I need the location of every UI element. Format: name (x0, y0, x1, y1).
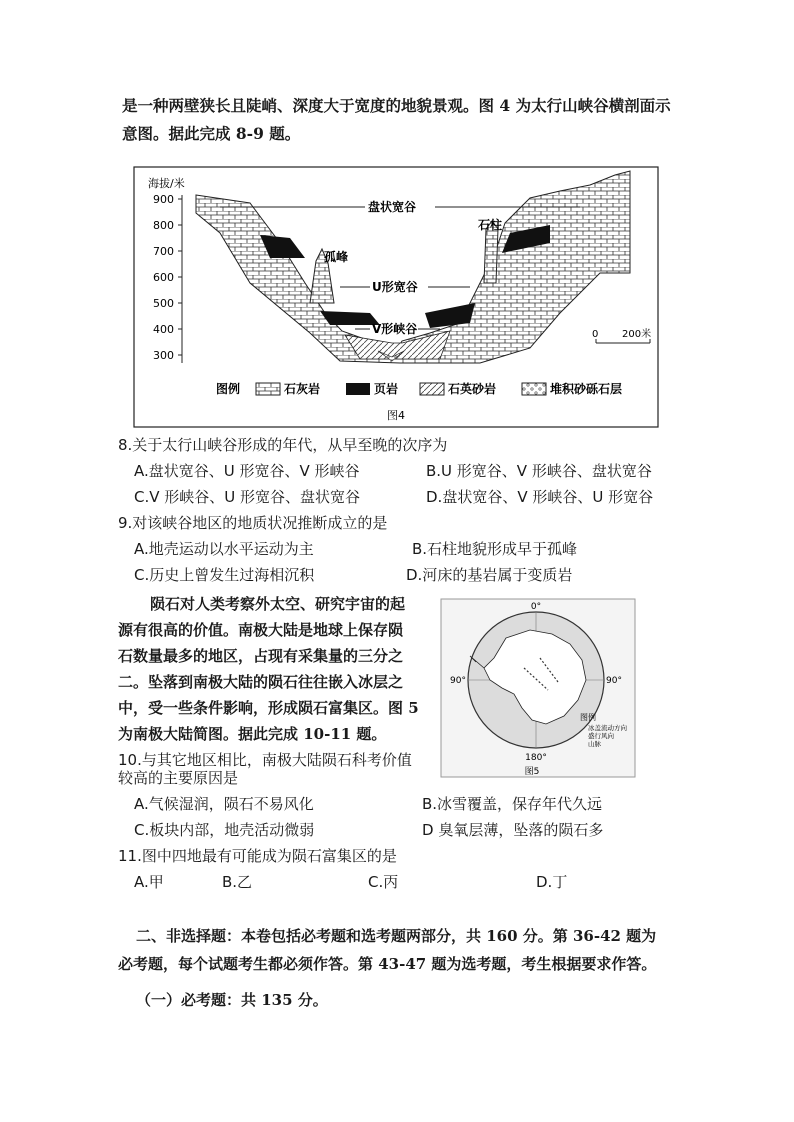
legend-mountains: 山脉 (588, 740, 601, 748)
y-axis-label: 海拔/米 (148, 177, 185, 190)
label-stone-pillar: 石柱 (478, 218, 503, 232)
label-v-valley: V形峡谷 (372, 322, 418, 336)
scale-zero: 0 (592, 329, 599, 340)
q9-option-d[interactable]: D.河床的基岩属于变质岩 (406, 566, 573, 584)
q11-option-b[interactable]: B.乙 (222, 873, 253, 891)
figure-5-antarctica-map (440, 598, 636, 778)
legend-gravel: 堆积砂砾石层 (550, 382, 623, 396)
label-pan-valley: 盘状宽谷 (368, 200, 417, 214)
legend-quartz-sandstone: 石英砂岩 (448, 382, 497, 396)
legend-limestone: 石灰岩 (284, 382, 321, 396)
q9-option-c[interactable]: C.历史上曾发生过海相沉积 (134, 566, 315, 584)
q10-option-c[interactable]: C.板块内部，地壳活动微弱 (134, 821, 315, 839)
y-tick-400: 400 (153, 323, 174, 336)
q9-stem: 9.对该峡谷地区的地质状况推断成立的是 (118, 514, 388, 532)
legend-ice-flow: 冰盖流动方向 (588, 724, 627, 732)
legend-wind: 盛行风向 (588, 732, 614, 740)
lon-180: 180° (525, 753, 547, 763)
q8-option-a[interactable]: A.盘状宽谷、U 形宽谷、V 形峡谷 (134, 462, 360, 480)
q8-stem: 8.关于太行山峡谷形成的年代，从早至晚的次序为 (118, 436, 448, 454)
section2-subheading: （一）必考题：共 135 分。 (136, 991, 328, 1009)
section2-line-1: 二、非选择题：本卷包括必考题和选考题两部分，共 160 分。第 36-42 题为 (136, 927, 657, 945)
passage2-line-5: 中，受一些条件影响，形成陨石富集区。图 5 (118, 699, 419, 717)
y-tick-300: 300 (153, 349, 174, 362)
q11-option-c[interactable]: C.丙 (368, 873, 399, 891)
figure-4-valley-profile (130, 163, 662, 431)
q8-option-b[interactable]: B.U 形宽谷、V 形峡谷、盘状宽谷 (426, 462, 652, 480)
q10-stem-line-2: 较高的主要原因是 (118, 769, 239, 787)
y-tick-500: 500 (153, 297, 174, 310)
y-tick-600: 600 (153, 271, 174, 284)
section2-line-2: 必考题，每个试题考生都必须作答。第 43-47 题为选考题，考生根据要求作答。 (118, 955, 657, 973)
y-tick-900: 900 (153, 193, 174, 206)
q11-option-a[interactable]: A.甲 (134, 873, 164, 891)
figure-5-caption: 图5 (524, 767, 540, 777)
q11-option-d[interactable]: D.丁 (536, 873, 568, 891)
q11-stem: 11.图中四地最有可能成为陨石富集区的是 (118, 847, 397, 865)
q8-option-d[interactable]: D.盘状宽谷、V 形峡谷、U 形宽谷 (426, 488, 654, 506)
figure-4-caption: 图4 (387, 409, 405, 422)
q10-option-d[interactable]: D 臭氧层薄，坠落的陨石多 (422, 821, 604, 839)
label-u-valley: U形宽谷 (372, 280, 418, 294)
y-tick-800: 800 (153, 219, 174, 232)
legend-shale: 页岩 (374, 382, 399, 396)
q9-option-b[interactable]: B.石柱地貌形成早于孤峰 (412, 540, 578, 558)
passage2-line-6: 为南极大陆简图。据此完成 10-11 题。 (118, 725, 387, 743)
figure5-legend-title: 图例 (580, 713, 596, 722)
passage2-line-1: 陨石对人类考察外太空、研究宇宙的起 (150, 595, 406, 613)
q8-option-c[interactable]: C.V 形峡谷、U 形宽谷、盘状宽谷 (134, 488, 361, 506)
passage2-line-4: 二。坠落到南极大陆的陨石往往嵌入冰层之 (118, 673, 404, 691)
passage2-line-2: 源有很高的价值。南极大陆是地球上保存陨 (118, 621, 404, 639)
legend-title: 图例 (216, 382, 241, 396)
passage2-line-3: 石数量最多的地区，占现有采集量的三分之 (118, 647, 404, 665)
y-tick-700: 700 (153, 245, 174, 258)
lon-0: 0° (530, 602, 542, 612)
scale-value: 200米 (622, 329, 652, 340)
q10-stem-line-1: 10.与其它地区相比，南极大陆陨石科考价值 (118, 751, 412, 769)
label-isolated-peak: 孤峰 (324, 250, 349, 264)
intro-line-2: 意图。据此完成 8-9 题。 (122, 124, 301, 143)
q10-option-a[interactable]: A.气候湿润，陨石不易风化 (134, 795, 314, 813)
lon-90-east: 90° (606, 676, 622, 686)
q10-option-b[interactable]: B.冰雪覆盖，保存年代久远 (422, 795, 603, 813)
q9-option-a[interactable]: A.地壳运动以水平运动为主 (134, 540, 314, 558)
lon-90-west: 90° (450, 676, 466, 686)
intro-line-1: 是一种两壁狭长且陡峭、深度大于宽度的地貌景观。图 4 为太行山峡谷横剖面示 (122, 96, 671, 115)
